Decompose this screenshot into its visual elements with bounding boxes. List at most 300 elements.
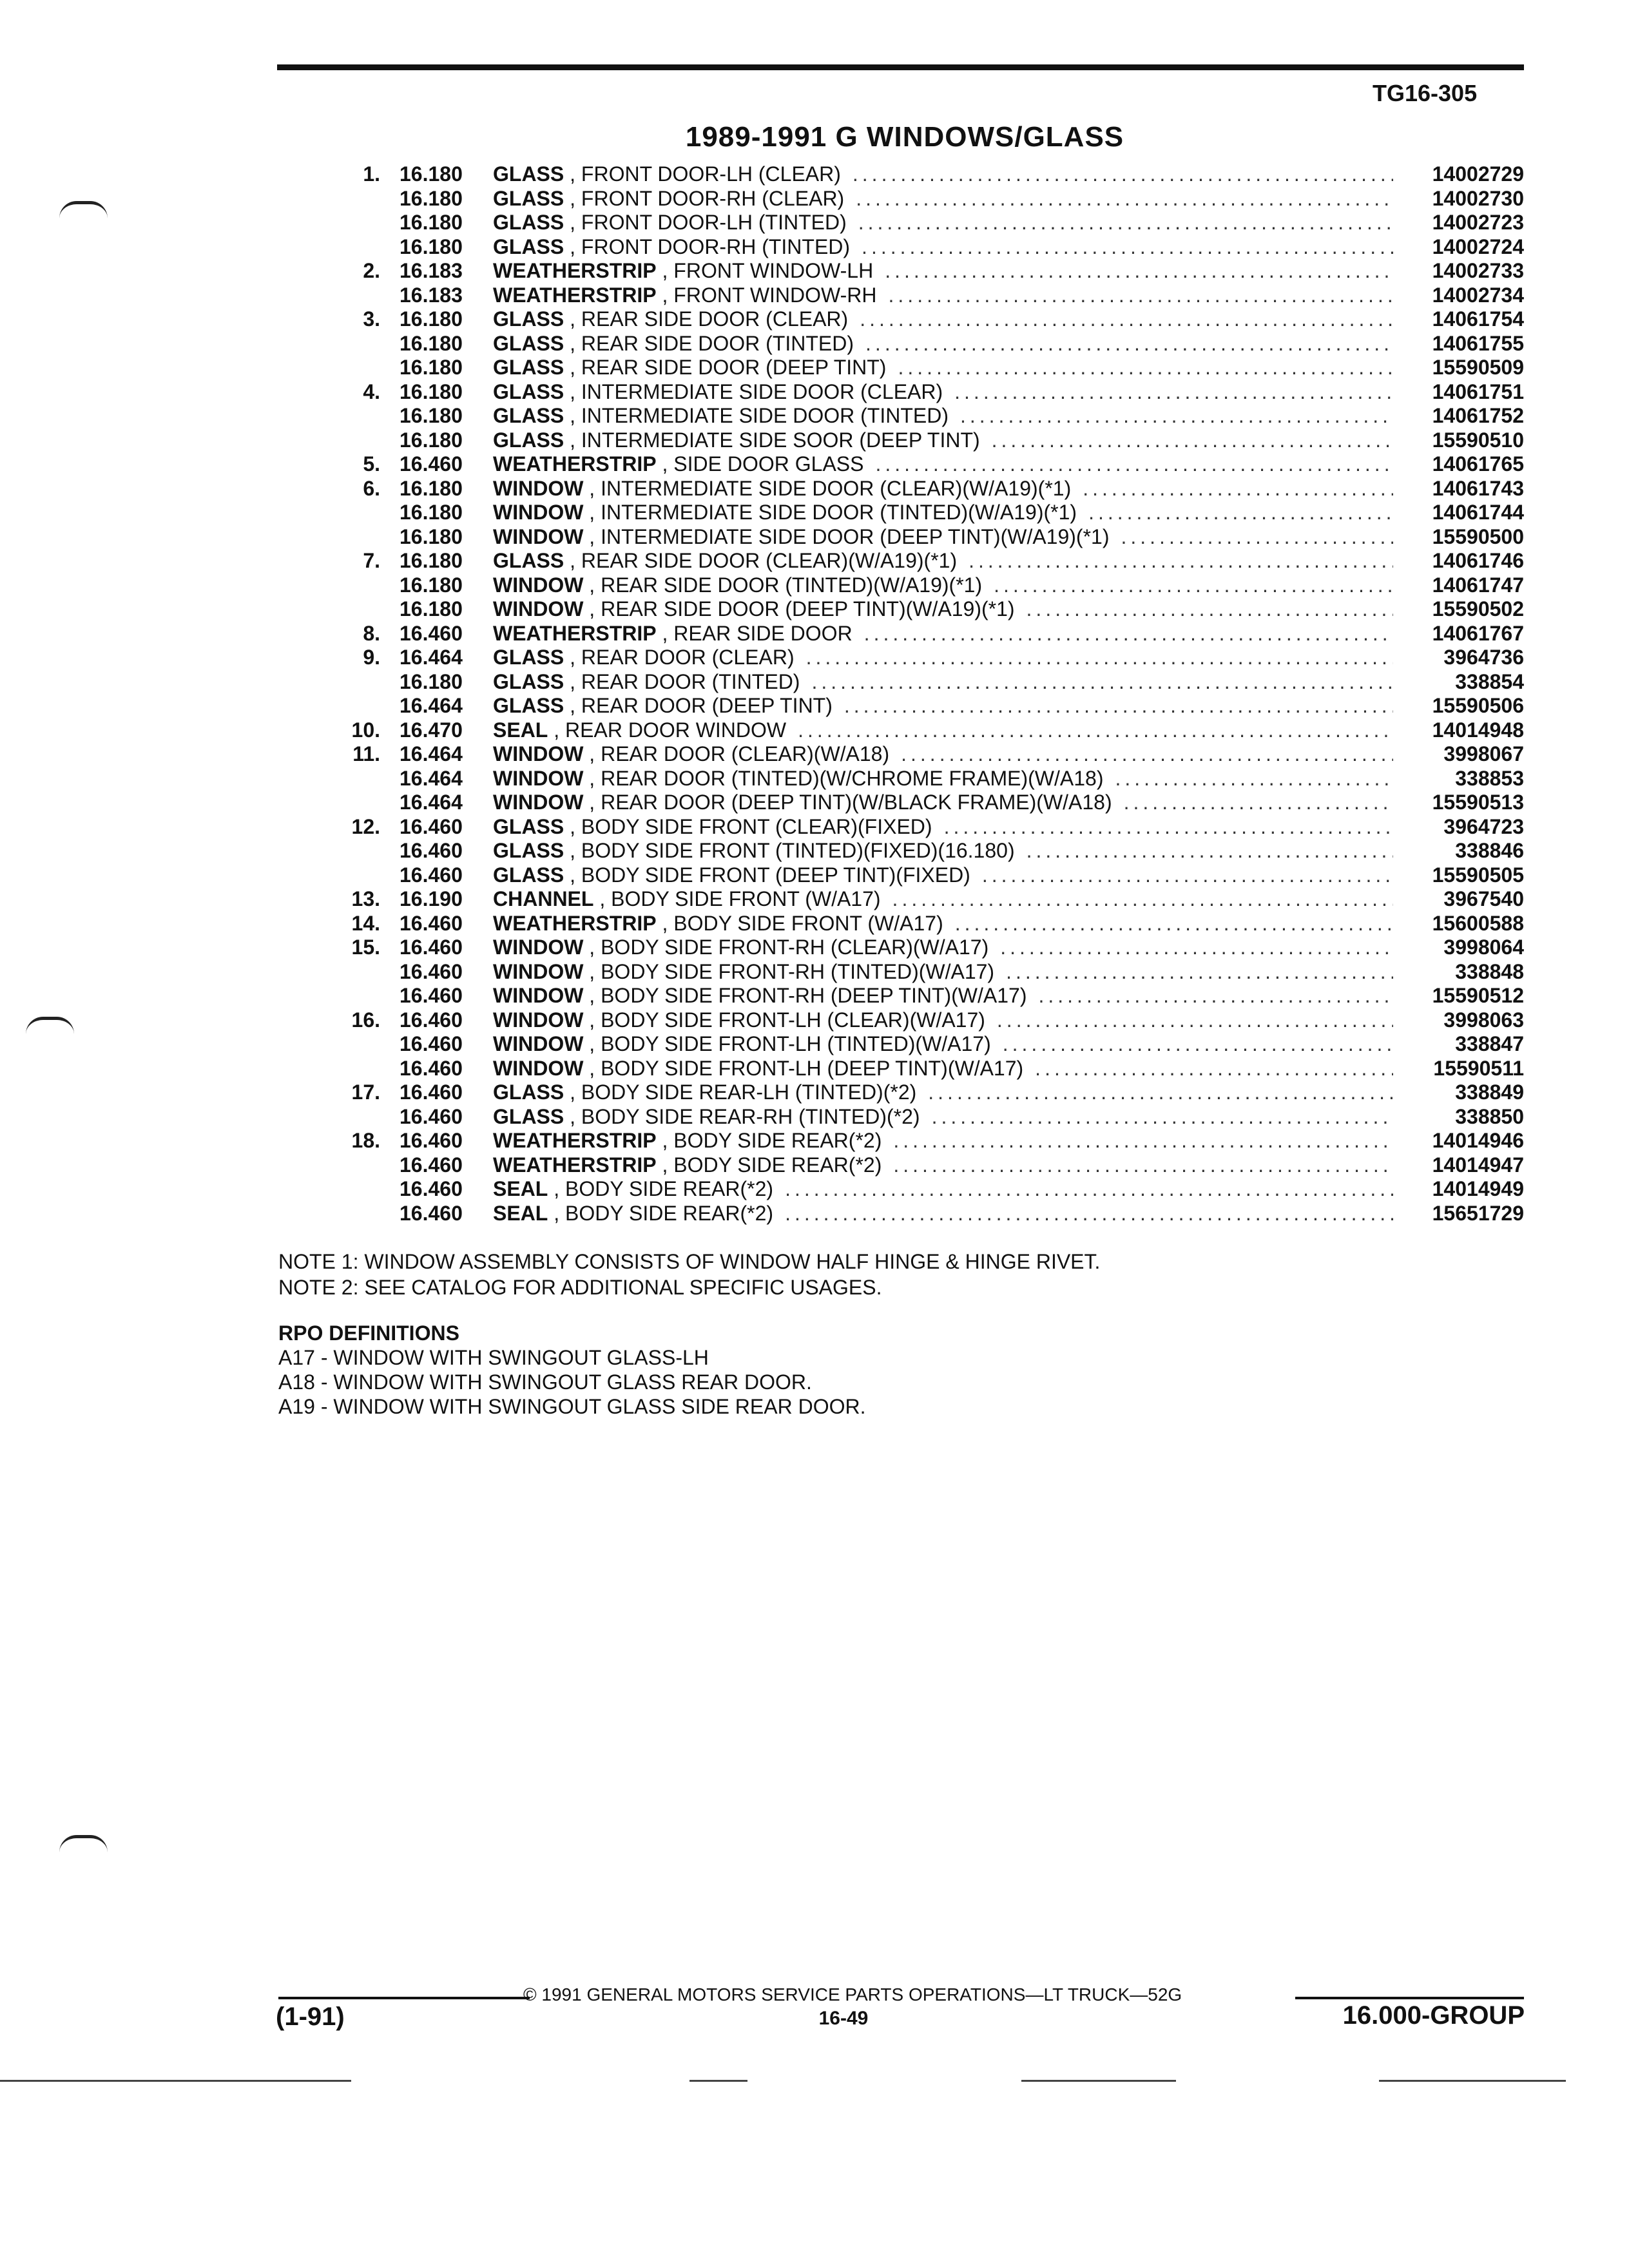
rpo-title: RPO DEFINITIONS [278, 1321, 459, 1345]
leader-dots [893, 1129, 1393, 1153]
separator: , [583, 791, 601, 814]
page-code: TG16-305 [1373, 80, 1478, 106]
part-number: 338854 [1455, 669, 1524, 693]
footer-rule-left [278, 1997, 530, 1999]
part-description [493, 1032, 1524, 1057]
separator: , [583, 936, 601, 959]
group-code: 16.464 [400, 694, 463, 717]
part-detail: INTERMEDIATE SIDE DOOR (DEEP TINT)(W/A19)(*1) [601, 524, 1110, 548]
part-number: 15590512 [1432, 984, 1524, 1007]
part-detail: BODY SIDE FRONT (W/A17) [673, 911, 943, 935]
part-description [493, 452, 1524, 477]
leader-dots [1035, 1057, 1393, 1081]
leader-dots [1038, 984, 1393, 1008]
part-number: 15600588 [1432, 911, 1524, 935]
part-number: 338849 [1455, 1081, 1524, 1104]
item-number: 2. [363, 259, 380, 282]
part-name: WINDOW [493, 524, 584, 548]
group-code: 16.460 [400, 452, 463, 476]
group-code: 16.460 [400, 863, 463, 887]
part-detail: FRONT WINDOW-LH [673, 259, 874, 282]
part-description [493, 622, 1524, 646]
part-name: CHANNEL [493, 887, 594, 910]
part-description [493, 670, 1524, 695]
part-detail: BODY SIDE REAR-RH (TINTED)(*2) [581, 1104, 920, 1128]
group-code: 16.460 [400, 839, 463, 862]
part-detail: REAR SIDE DOOR (DEEP TINT) [581, 356, 887, 379]
group-code: 16.470 [400, 718, 463, 742]
table-row [335, 259, 1524, 284]
part-description [493, 332, 1524, 356]
group-code: 16.460 [400, 1177, 463, 1200]
part-number: 15590509 [1432, 356, 1524, 379]
part-description [493, 356, 1524, 380]
table-row [335, 646, 1524, 670]
part-name: GLASS [493, 235, 564, 258]
separator: , [583, 1056, 601, 1080]
part-description [493, 307, 1524, 332]
part-name: GLASS [493, 1081, 564, 1104]
leader-dots [1027, 839, 1393, 863]
group-code: 16.460 [400, 1201, 463, 1225]
part-detail: REAR DOOR (CLEAR) [581, 646, 795, 669]
part-name: GLASS [493, 404, 564, 427]
part-description [493, 887, 1524, 912]
leader-dots [856, 187, 1393, 211]
group-code: 16.180 [400, 524, 463, 548]
item-number: 13. [351, 887, 380, 910]
leader-dots [853, 162, 1393, 187]
table-row [335, 742, 1524, 767]
leader-dots [954, 380, 1393, 405]
part-name: GLASS [493, 549, 564, 572]
leader-dots [875, 452, 1393, 477]
part-name: SEAL [493, 1177, 548, 1200]
part-name: WEATHERSTRIP [493, 452, 657, 476]
separator: , [564, 235, 581, 258]
part-number: 3998063 [1443, 1008, 1524, 1032]
part-description [493, 284, 1524, 308]
part-name: WEATHERSTRIP [493, 1153, 657, 1177]
separator: , [656, 259, 674, 282]
table-row [335, 452, 1524, 477]
table-row [335, 622, 1524, 646]
table-row [335, 815, 1524, 840]
part-description [493, 404, 1524, 428]
footer-copyright: © 1991 GENERAL MOTORS SERVICE PARTS OPERATIONS—LT TRUCK—52G [523, 1984, 1182, 2004]
part-name: WINDOW [493, 766, 584, 790]
group-code: 16.460 [400, 911, 463, 935]
group-code: 16.180 [400, 549, 463, 572]
table-row [335, 332, 1524, 356]
part-description [493, 235, 1524, 260]
part-description [493, 162, 1524, 187]
leader-dots [955, 912, 1393, 936]
separator: , [656, 911, 674, 935]
part-detail: BODY SIDE FRONT-LH (DEEP TINT)(W/A17) [601, 1056, 1024, 1080]
leader-dots [785, 1202, 1393, 1226]
group-code: 16.460 [400, 1104, 463, 1128]
part-detail: REAR DOOR (DEEP TINT) [581, 694, 833, 717]
leader-dots [997, 1008, 1393, 1033]
group-code: 16.180 [400, 669, 463, 693]
separator: , [564, 549, 581, 572]
rpo-definitions [278, 1321, 865, 1419]
group-code: 16.180 [400, 211, 463, 234]
separator: , [564, 839, 581, 862]
part-detail: FRONT DOOR-LH (CLEAR) [581, 162, 841, 186]
part-number: 15590511 [1433, 1056, 1524, 1080]
rpo-item-a17: A17 - WINDOW WITH SWINGOUT GLASS-LH [278, 1346, 709, 1369]
leader-dots [982, 863, 1393, 888]
part-name: GLASS [493, 307, 564, 331]
part-description [493, 259, 1524, 284]
group-code: 16.180 [400, 501, 463, 524]
part-detail: BODY SIDE FRONT (W/A17) [611, 887, 881, 910]
part-detail: REAR SIDE DOOR (CLEAR) [581, 307, 849, 331]
group-code: 16.460 [400, 1153, 463, 1177]
group-code: 16.464 [400, 766, 463, 790]
part-name: WINDOW [493, 1008, 584, 1032]
part-description [493, 1202, 1524, 1226]
leader-dots [806, 646, 1393, 670]
part-detail: REAR SIDE DOOR (CLEAR)(W/A19)(*1) [581, 549, 958, 572]
part-description [493, 694, 1524, 718]
group-code: 16.180 [400, 186, 463, 210]
leader-dots [860, 307, 1393, 332]
table-row [335, 791, 1524, 815]
table-row [335, 1202, 1524, 1226]
part-number: 3998064 [1443, 936, 1524, 959]
part-name: GLASS [493, 839, 564, 862]
part-number: 15590513 [1432, 791, 1524, 814]
group-code: 16.180 [400, 404, 463, 427]
part-description [493, 1008, 1524, 1033]
part-detail: REAR SIDE DOOR [673, 621, 853, 645]
part-number: 14061751 [1432, 380, 1524, 403]
table-row [335, 839, 1524, 863]
leader-dots [944, 815, 1393, 840]
separator: , [564, 186, 581, 210]
part-number: 338853 [1455, 766, 1524, 790]
leader-dots [811, 670, 1393, 695]
part-detail: BODY SIDE FRONT (TINTED)(FIXED)(16.180) [581, 839, 1015, 862]
group-code: 16.460 [400, 814, 463, 838]
separator: , [564, 694, 581, 717]
part-number: 15590505 [1432, 863, 1524, 887]
leader-dots [932, 1105, 1393, 1129]
part-name: SEAL [493, 718, 548, 742]
part-number: 14002730 [1432, 186, 1524, 210]
part-description [493, 1057, 1524, 1081]
group-code: 16.183 [400, 259, 463, 282]
leader-dots [1115, 767, 1393, 791]
part-name: GLASS [493, 356, 564, 379]
table-row [335, 912, 1524, 936]
part-description [493, 718, 1524, 743]
separator: , [656, 1153, 674, 1177]
group-code: 16.460 [400, 1081, 463, 1104]
part-detail: BODY SIDE FRONT-RH (DEEP TINT)(W/A17) [601, 984, 1027, 1007]
item-number: 10. [351, 718, 380, 742]
table-row [335, 936, 1524, 960]
footer-rule-right [1295, 1997, 1524, 1999]
table-row [335, 670, 1524, 695]
table-row [335, 597, 1524, 622]
part-name: GLASS [493, 646, 564, 669]
group-code: 16.460 [400, 1129, 463, 1152]
table-row [335, 984, 1524, 1008]
scan-rule [1021, 2080, 1176, 2082]
separator: , [583, 742, 601, 765]
leader-dots [893, 1153, 1393, 1178]
part-number: 14061767 [1432, 621, 1524, 645]
part-description [493, 380, 1524, 405]
part-name: GLASS [493, 428, 564, 452]
part-description [493, 549, 1524, 573]
separator: , [564, 380, 581, 403]
group-code: 16.460 [400, 1032, 463, 1055]
group-code: 16.180 [400, 356, 463, 379]
separator: , [583, 501, 601, 524]
item-number: 5. [363, 452, 380, 476]
item-number: 18. [351, 1129, 380, 1152]
rpo-item-a18: A18 - WINDOW WITH SWINGOUT GLASS REAR DOOR. [278, 1370, 812, 1394]
separator: , [564, 356, 581, 379]
item-number: 9. [363, 646, 380, 669]
item-number: 14. [351, 911, 380, 935]
scan-rule [1379, 2080, 1566, 2082]
separator: , [564, 863, 581, 887]
note-2: NOTE 2: SEE CATALOG FOR ADDITIONAL SPECIFIC USAGES. [278, 1276, 882, 1299]
separator: , [656, 621, 674, 645]
part-description [493, 646, 1524, 670]
group-code: 16.180 [400, 476, 463, 500]
part-number: 14002723 [1432, 211, 1524, 234]
group-code: 16.180 [400, 380, 463, 403]
group-code: 16.183 [400, 283, 463, 307]
part-name: WEATHERSTRIP [493, 283, 657, 307]
part-number: 15590500 [1432, 524, 1524, 548]
table-row [335, 1129, 1524, 1153]
item-number: 11. [352, 742, 380, 765]
part-detail: BODY SIDE FRONT-LH (TINTED)(W/A17) [601, 1032, 991, 1055]
group-code: 16.180 [400, 331, 463, 355]
part-detail: BODY SIDE REAR(*2) [565, 1201, 774, 1225]
table-row [335, 404, 1524, 428]
group-code: 16.460 [400, 984, 463, 1007]
part-name: WINDOW [493, 597, 584, 620]
part-name: WINDOW [493, 936, 584, 959]
part-description [493, 1129, 1524, 1153]
table-row [335, 356, 1524, 380]
table-row [335, 501, 1524, 525]
part-detail: BODY SIDE FRONT-RH (CLEAR)(W/A17) [601, 936, 989, 959]
part-name: WINDOW [493, 501, 584, 524]
part-detail: FRONT DOOR-LH (TINTED) [581, 211, 847, 234]
separator: , [564, 669, 581, 693]
part-name: GLASS [493, 863, 564, 887]
part-number: 15590510 [1432, 428, 1524, 452]
part-name: GLASS [493, 162, 564, 186]
separator: , [583, 476, 601, 500]
page-title-text: 1989-1991 G WINDOWS/GLASS [685, 121, 1124, 153]
part-description [493, 1153, 1524, 1178]
leader-dots [1003, 1032, 1393, 1057]
notes [278, 1249, 1100, 1300]
part-number: 14014947 [1432, 1153, 1524, 1177]
part-description [493, 211, 1524, 235]
part-number: 15651729 [1432, 1201, 1524, 1225]
leader-dots [889, 284, 1393, 308]
page-title [0, 121, 1629, 153]
item-number: 17. [351, 1081, 380, 1104]
part-name: WINDOW [493, 573, 584, 597]
part-description [493, 815, 1524, 840]
table-row [335, 863, 1524, 888]
part-number: 338848 [1455, 959, 1524, 983]
leader-dots [885, 259, 1393, 284]
part-number: 14061755 [1432, 331, 1524, 355]
part-detail: BODY SIDE FRONT (DEEP TINT)(FIXED) [581, 863, 970, 887]
group-code: 16.180 [400, 307, 463, 331]
part-description [493, 501, 1524, 525]
group-code: 16.464 [400, 742, 463, 765]
table-row [335, 477, 1524, 501]
leader-dots [928, 1081, 1393, 1105]
separator: , [564, 331, 581, 355]
leader-dots [865, 332, 1393, 356]
part-name: GLASS [493, 1104, 564, 1128]
separator: , [583, 524, 601, 548]
table-row [335, 235, 1524, 260]
leader-dots [1124, 791, 1393, 815]
part-name: GLASS [493, 669, 564, 693]
part-detail: INTERMEDIATE SIDE DOOR (TINTED)(W/A19)(*1) [601, 501, 1077, 524]
part-name: WEATHERSTRIP [493, 259, 657, 282]
group-code: 16.460 [400, 1056, 463, 1080]
separator: , [656, 283, 674, 307]
part-number: 14061765 [1432, 452, 1524, 476]
part-detail: REAR DOOR (CLEAR)(W/A18) [601, 742, 890, 765]
leader-dots [969, 549, 1393, 573]
part-number: 14061752 [1432, 404, 1524, 427]
separator: , [656, 452, 674, 476]
part-description [493, 863, 1524, 888]
part-description [493, 912, 1524, 936]
group-code: 16.464 [400, 791, 463, 814]
table-row [335, 1081, 1524, 1105]
part-description [493, 428, 1524, 453]
table-row [335, 525, 1524, 550]
part-description [493, 573, 1524, 598]
part-number: 14002729 [1432, 162, 1524, 186]
part-number: 14014949 [1432, 1177, 1524, 1200]
part-detail: INTERMEDIATE SIDE DOOR (CLEAR) [581, 380, 943, 403]
table-row [335, 284, 1524, 308]
part-description [493, 477, 1524, 501]
footer-group: 16.000-GROUP [1342, 2001, 1525, 2030]
leader-dots [1088, 501, 1393, 525]
separator: , [548, 1177, 566, 1200]
parts-list [335, 162, 1524, 1225]
hole-punch-mark [59, 1835, 108, 1852]
separator: , [583, 1008, 601, 1032]
part-number: 14002724 [1432, 235, 1524, 258]
table-row [335, 1105, 1524, 1129]
part-number: 14061754 [1432, 307, 1524, 331]
item-number: 15. [351, 936, 380, 959]
separator: , [656, 1129, 674, 1152]
separator: , [564, 404, 581, 427]
part-name: WINDOW [493, 476, 584, 500]
table-row [335, 887, 1524, 912]
part-detail: FRONT WINDOW-RH [673, 283, 877, 307]
part-name: SEAL [493, 1201, 548, 1225]
part-detail: BODY SIDE FRONT (CLEAR)(FIXED) [581, 814, 932, 838]
part-name: WEATHERSTRIP [493, 1129, 657, 1152]
leader-dots [992, 428, 1393, 453]
table-row [335, 573, 1524, 598]
leader-dots [994, 573, 1393, 598]
scan-rule [689, 2080, 747, 2082]
part-detail: BODY SIDE FRONT-RH (TINTED)(W/A17) [601, 959, 995, 983]
leader-dots [1083, 477, 1393, 501]
part-description [493, 839, 1524, 863]
hole-punch-mark [26, 1017, 74, 1034]
part-number: 14014948 [1432, 718, 1524, 742]
leader-dots [785, 1177, 1393, 1202]
part-detail: INTERMEDIATE SIDE DOOR (TINTED) [581, 404, 949, 427]
table-row [335, 718, 1524, 743]
part-detail: REAR DOOR (TINTED) [581, 669, 800, 693]
part-description [493, 984, 1524, 1008]
separator: , [583, 959, 601, 983]
top-rule [277, 64, 1524, 70]
table-row [335, 307, 1524, 332]
part-number: 338850 [1455, 1104, 1524, 1128]
part-description [493, 597, 1524, 622]
group-code: 16.464 [400, 646, 463, 669]
separator: , [593, 887, 612, 910]
part-number: 14061746 [1432, 549, 1524, 572]
group-code: 16.180 [400, 573, 463, 597]
table-row [335, 187, 1524, 211]
item-number: 3. [363, 307, 380, 331]
part-detail: BODY SIDE REAR(*2) [673, 1153, 882, 1177]
item-number: 4. [363, 380, 380, 403]
leader-dots [862, 235, 1393, 260]
part-description [493, 742, 1524, 767]
part-description [493, 936, 1524, 960]
part-detail: BODY SIDE FRONT-LH (CLEAR)(W/A17) [601, 1008, 985, 1032]
leader-dots [864, 622, 1393, 646]
part-detail: INTERMEDIATE SIDE SOOR (DEEP TINT) [581, 428, 980, 452]
leader-dots [844, 694, 1393, 718]
part-number: 338847 [1455, 1032, 1524, 1055]
table-row [335, 1008, 1524, 1033]
part-name: GLASS [493, 814, 564, 838]
part-number: 15590506 [1432, 694, 1524, 717]
item-number: 12. [351, 814, 380, 838]
scan-rule [0, 2080, 351, 2082]
separator: , [564, 1081, 581, 1104]
group-code: 16.180 [400, 162, 463, 186]
group-code: 16.180 [400, 597, 463, 620]
separator: , [564, 646, 581, 669]
part-number: 15590502 [1432, 597, 1524, 620]
leader-dots [1027, 597, 1393, 622]
